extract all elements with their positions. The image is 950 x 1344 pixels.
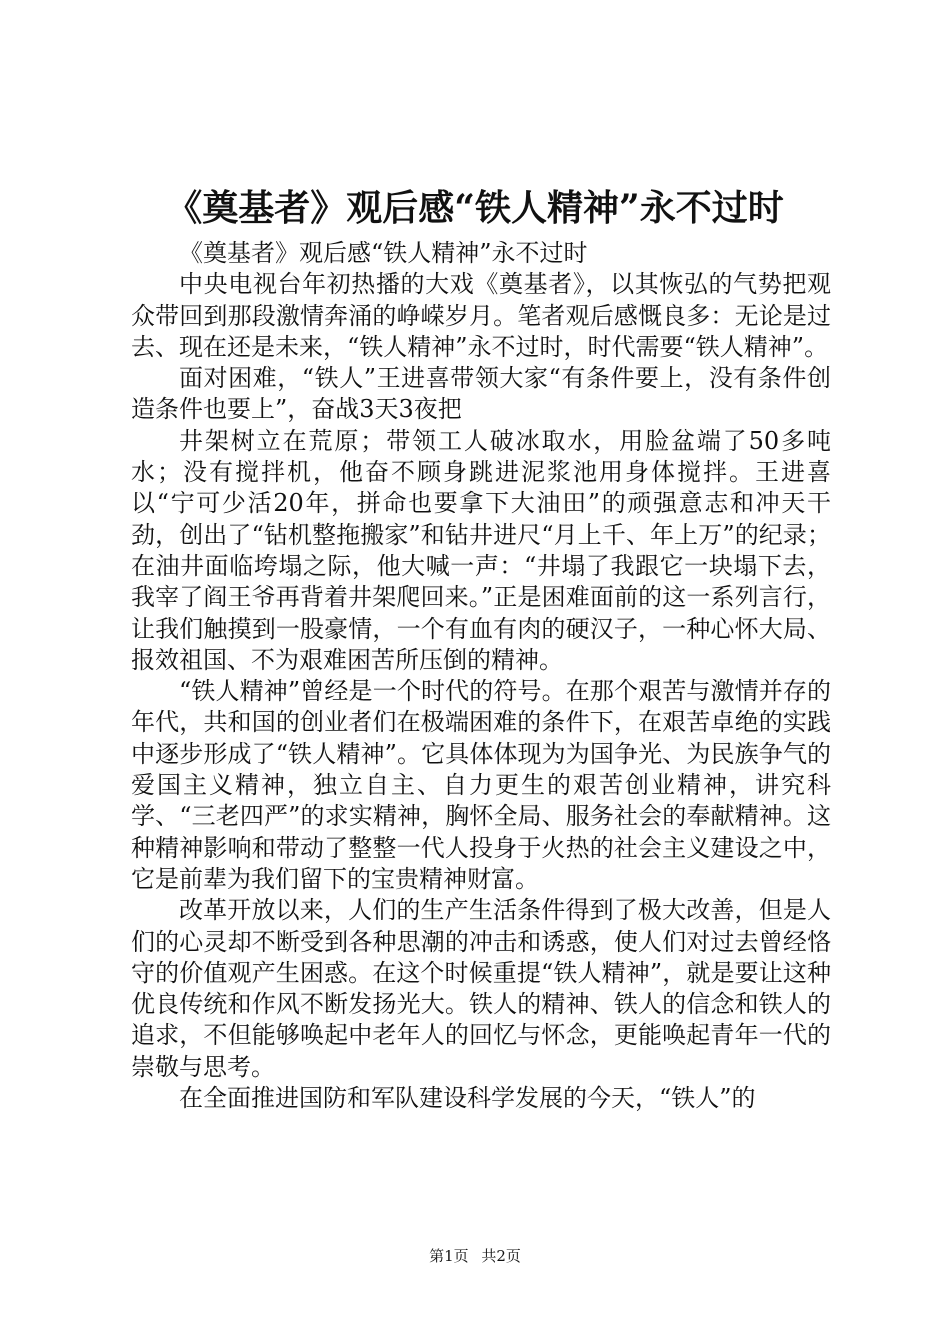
paragraph: 井架树立在荒原；带领工人破冰取水，用脸盆端了50多吨水；没有搅拌机，他奋不顾身跳进泥浆池用身体搅拌。王进喜以“宁可少活20年，拼命也要拿下大油田”的顽强意志和冲天干劲，创出了“钻机整拖搬家”和钻井进尺“月上千、年上万”的纪录；在油井面临垮塌之际，他大喊一声：“井塌了我跟它一块塌下去，我宰了阎王爷再背着井架爬回来。”正是困难面前的这一系列言行，让我们触摸到一股豪情，一个有血有肉的硬汉子，一种心怀大局、报效祖国、不为艰难困苦所压倒的精神。 [131, 426, 831, 674]
page-footer [0, 1246, 950, 1266]
paragraph-subtitle: 《奠基者》观后感“铁人精神”永不过时 [179, 239, 588, 267]
paragraph: 在全面推进国防和军队建设科学发展的今天，“铁人”的 [179, 1084, 756, 1113]
page-number-total: 共2页 [481, 1247, 521, 1265]
document-title: 《奠基者》观后感“铁人精神”永不过时 [166, 187, 784, 229]
paragraph: 面对困难，“铁人”王进喜带领大家“有条件要上，没有条件创造条件也要上”，奋战3天3夜把 [131, 364, 831, 424]
paragraph: “铁人精神”曾经是一个时代的符号。在那个艰苦与激情并存的年代，共和国的创业者们在极端困难的条件下，在艰苦卓绝的实践中逐步形成了“铁人精神”。它具体体现为为国争光、为民族争气的爱国主义精神，独立自主、自力更生的艰苦创业精神，讲究科学、“三老四严”的求实精神，胸怀全局、服务社会的奉献精神。这种精神影响和带动了整整一代人投身于火热的社会主义建设之中，它是前辈为我们留下的宝贵精神财富。 [131, 677, 831, 893]
page-number-current: 第1页 [429, 1247, 469, 1265]
paragraph: 中央电视台年初热播的大戏《奠基者》，以其恢弘的气势把观众带回到那段激情奔涌的峥嵘岁月。笔者观后感慨良多：无论是过去、现在还是未来，“铁人精神”永不过时，时代需要“铁人精神”。 [131, 270, 831, 361]
document-body [131, 238, 831, 1114]
paragraph: 改革开放以来，人们的生产生活条件得到了极大改善，但是人们的心灵却不断受到各种思潮的冲击和诱惑，使人们对过去曾经恪守的价值观产生困惑。在这个时候重提“铁人精神”，就是要让这种优良传统和作风不断发扬光大。铁人的精神、铁人的信念和铁人的追求，不但能够唤起中老年人的回忆与怀念，更能唤起青年一代的崇敬与思考。 [131, 896, 831, 1081]
